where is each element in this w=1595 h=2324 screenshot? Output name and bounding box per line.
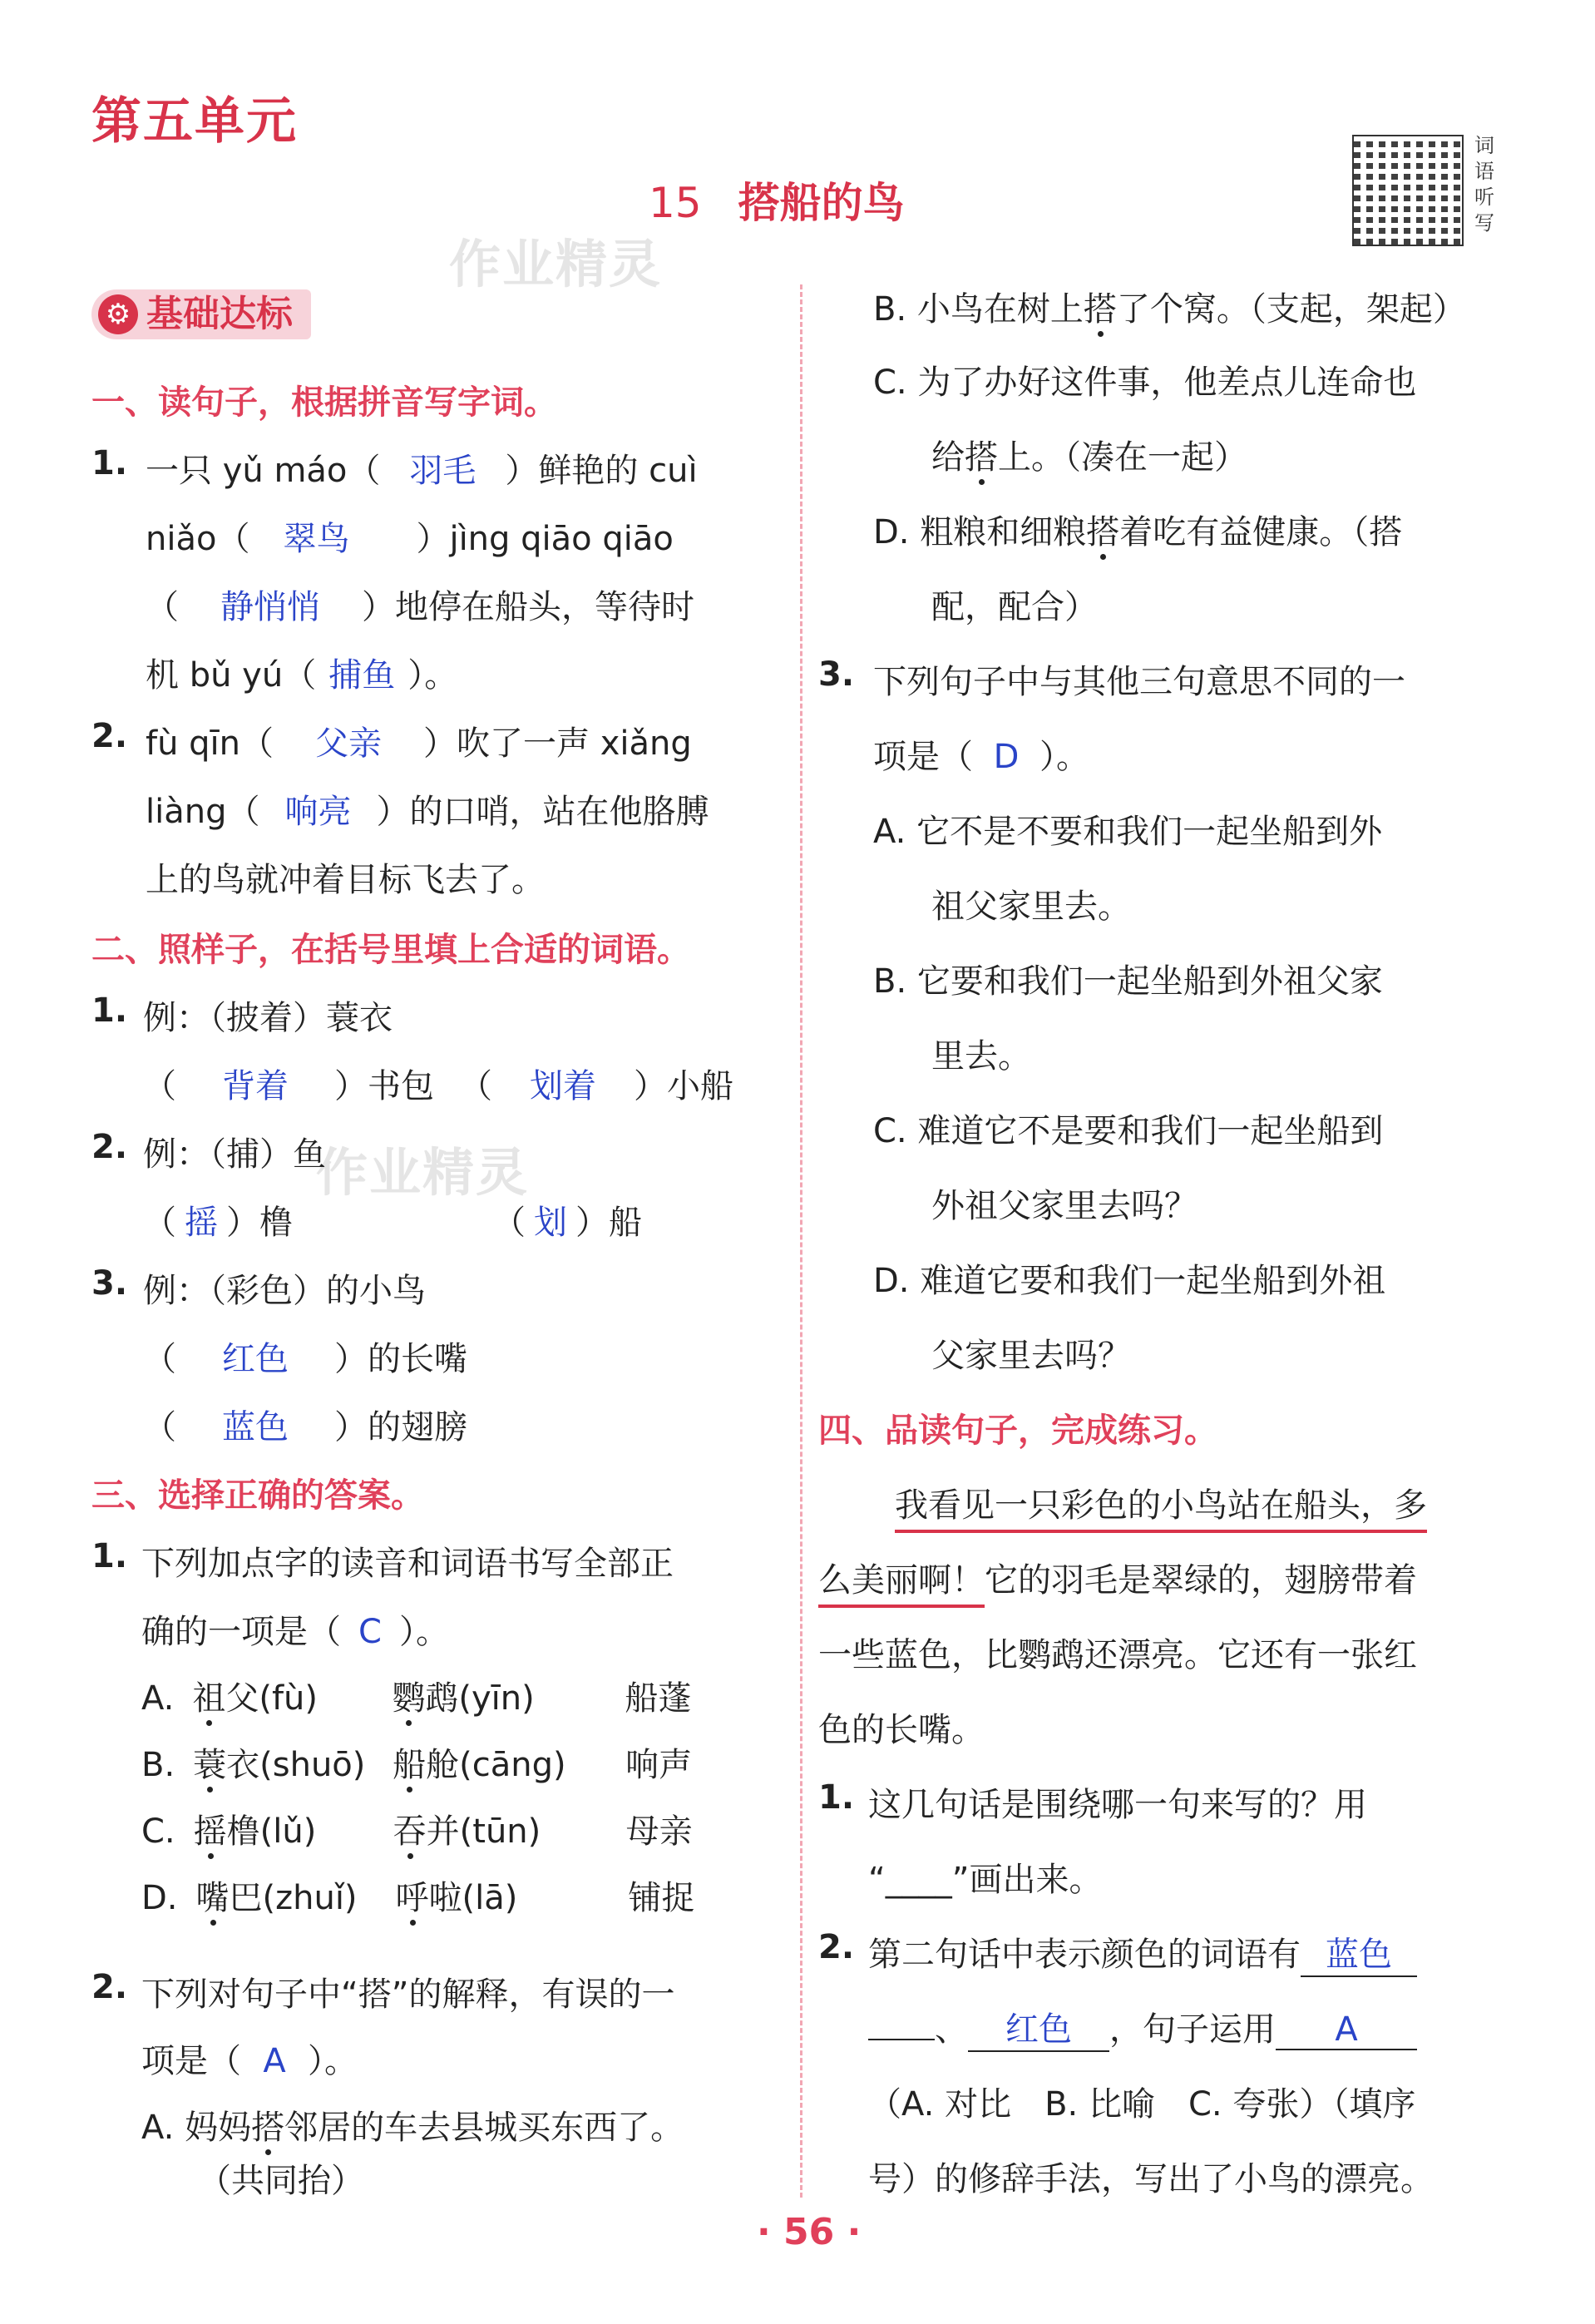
c3-line-2: 项是（ D ）。 [873, 738, 1089, 776]
c2-option-d-2: 配，配合） [931, 588, 1098, 626]
watermark: 作业精灵 [449, 234, 663, 294]
e1-answers: （ 背着 ）书包 （ 划着 ）小船 [143, 1060, 733, 1107]
section-badge [91, 289, 311, 339]
q1-line-2: niǎo（ 翠鸟 ）jìng qiāo qiāo [146, 512, 674, 560]
c3-option-c-2: 外祖父家里去吗？ [931, 1187, 1197, 1225]
qr-code-icon[interactable] [1352, 135, 1464, 246]
answer: 翠鸟 [283, 520, 350, 558]
section-1-heading: 一、读句子，根据拼音写字词。 [91, 383, 557, 422]
e3-example: 例：（彩色）的小鸟 [143, 1272, 426, 1310]
c1-option-row: D. 嘴巴(zhuǐ) 呼啦(lā) 铺捉 [141, 1872, 695, 1919]
answer: 捕鱼 [328, 656, 396, 695]
answer: D [993, 738, 1020, 776]
q1-line-3: （ 静悄悄 ）地停在船头，等待时 [146, 581, 694, 628]
c2-option-c-2: 给搭上。（凑在一起） [931, 431, 1247, 478]
lesson-title [649, 170, 905, 230]
answer: 红色 [222, 1340, 289, 1378]
section-3-heading: 三、选择正确的答案。 [91, 1476, 424, 1515]
e3-answer-2: （ 蓝色 ）的翅膀 [143, 1401, 467, 1448]
r2-number: 2. [818, 1928, 855, 1966]
section-2-heading: 二、照样子，在括号里填上合适的词语。 [91, 931, 690, 969]
r2-line-4: 号）的修辞手法，写出了小鸟的漂亮。 [868, 2160, 1434, 2198]
c3-option-b-1: B. 它要和我们一起坐船到外祖父家 [873, 962, 1383, 1001]
c1-line-1: 下列加点字的读音和词语书写全部正 [141, 1545, 674, 1583]
r2-line-2: 、 红色 ，句子运用 A [868, 2003, 1417, 2052]
e2-example: 例：（捕）鱼 [143, 1135, 326, 1174]
answer: 父亲 [315, 724, 383, 763]
answer: 红色 [968, 2003, 1109, 2052]
q1-line-1: 一只 yǔ máo（ 羽毛 ）鲜艳的 cuì [146, 444, 698, 492]
answer: 背着 [222, 1067, 289, 1105]
c2-option-d-1: D. 粗粮和细粮搭着吃有益健康。（搭 [873, 506, 1402, 553]
q1-number: 1. [91, 444, 128, 482]
q2-line-2: liàng（ 响亮 ）的口哨，站在他胳膊 [146, 785, 709, 833]
answer: 蓝色 [222, 1408, 289, 1446]
c3-option-c-1: C. 难道它不是要和我们一起坐船到 [873, 1112, 1384, 1150]
c1-line-2: 确的一项是（ C ）。 [141, 1613, 449, 1651]
c3-option-d-1: D. 难道它要和我们一起坐船到外祖 [873, 1262, 1386, 1300]
c3-option-a-1: A. 它不是不要和我们一起坐船到外 [873, 813, 1383, 851]
answer: C [358, 1613, 382, 1651]
e2-answers: （ 摇 ）橹 （ 划 ）船 [143, 1196, 642, 1244]
e1-example: 例：（披着）蓑衣 [143, 999, 393, 1037]
qr-label: 词语听写 [1474, 134, 1494, 235]
answer: 摇 [185, 1204, 218, 1242]
r1-line-1: 这几句话是围绕哪一句来写的？用 [868, 1786, 1367, 1824]
gear-icon: ⚙ [98, 294, 138, 334]
answer: 蓝色 [1301, 1928, 1417, 1977]
c2-number: 2. [91, 1968, 128, 2006]
underlined-sentence: 我看见一只彩色的小鸟站在船头，多 [895, 1486, 1427, 1533]
q2-line-1: fù qīn（ 父亲 ）吹了一声 xiǎng [146, 717, 692, 764]
q1-line-4: 机 bǔ yú（ 捕鱼 ）。 [146, 649, 457, 696]
c2-line-2: 项是（ A ）。 [141, 2042, 358, 2080]
unit-title: 第五单元 [91, 92, 298, 151]
lesson-number: 15 [649, 179, 702, 227]
c1-option-row: B. 蓑衣(shuō) 船舱(cāng) 响声 [141, 1738, 692, 1786]
answer: 静悄悄 [220, 588, 320, 626]
r1-number: 1. [818, 1778, 855, 1817]
r2-line-3: （A. 对比 B. 比喻 C. 夸张）（填序 [868, 2085, 1416, 2124]
lesson-name: 搭船的鸟 [738, 179, 905, 227]
c1-option-row: A. 祖父(fù) 鹦鹉(yīn) 船蓬 [141, 1672, 691, 1719]
answer: 响亮 [284, 793, 352, 831]
c2-option-a-meaning: （共同抬） [198, 2162, 364, 2200]
c3-line-1: 下列句子中与其他三句意思不同的一 [873, 663, 1405, 701]
answer: A [1276, 2010, 1417, 2050]
q2-number: 2. [91, 717, 128, 755]
c2-option-b: B. 小鸟在树上搭了个窝。（支起，架起） [873, 283, 1466, 330]
c3-number: 3. [818, 655, 855, 694]
c3-option-d-2: 父家里去吗？ [931, 1337, 1131, 1375]
c2-option-c-1: C. 为了办好这件事，他差点儿连命也 [873, 363, 1417, 402]
passage-line-4: 色的长嘴。 [818, 1711, 985, 1749]
passage-line-1 [895, 1479, 1427, 1526]
e3-number: 3. [91, 1264, 128, 1303]
r1-line-2: “____”画出来。 [868, 1861, 1103, 1899]
answer: 划 [534, 1204, 567, 1242]
c3-option-a-2: 祖父家里去。 [931, 888, 1131, 926]
e3-answer-1: （ 红色 ）的长嘴 [143, 1333, 467, 1380]
watermark: 作业精灵 [316, 1142, 530, 1203]
answer: A [263, 2042, 286, 2080]
page-number: · 56 · [757, 2211, 862, 2253]
answer: 划着 [530, 1067, 596, 1105]
c2-line-1: 下列对句子中“搭”的解释，有误的一 [141, 1975, 675, 2014]
r2-line-1: 第二句话中表示颜色的词语有 蓝色 [868, 1928, 1417, 1977]
e2-number: 2. [91, 1128, 128, 1166]
answer: 羽毛 [409, 452, 477, 490]
underlined-sentence: 么美丽啊！ [818, 1561, 985, 1608]
passage-line-3: 一些蓝色，比鹦鹉还漂亮。它还有一张红 [818, 1636, 1417, 1674]
column-divider [800, 284, 802, 2198]
q2-line-3: 上的鸟就冲着目标飞去了。 [146, 861, 545, 899]
c2-option-a: A. 妈妈搭邻居的车去县城买东西了。 [141, 2101, 684, 2148]
badge-label: 基础达标 [146, 293, 293, 335]
e1-number: 1. [91, 991, 128, 1030]
passage-line-2: 么美丽啊！它的羽毛是翠绿的，翅膀带着 [818, 1554, 1417, 1601]
c1-option-row: C. 摇橹(lǔ) 吞并(tūn) 母亲 [141, 1805, 693, 1852]
c3-option-b-2: 里去。 [931, 1037, 1031, 1075]
c1-number: 1. [91, 1537, 128, 1575]
section-4-heading: 四、品读句子，完成练习。 [818, 1412, 1217, 1450]
